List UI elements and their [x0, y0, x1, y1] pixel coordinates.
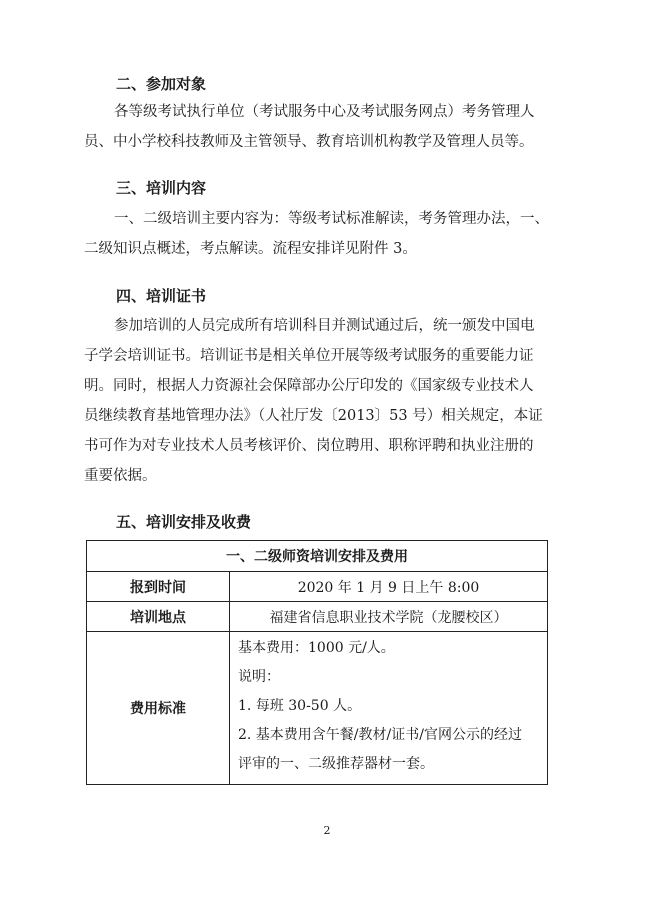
- section-heading-participants: 二、参加对象: [116, 75, 207, 93]
- text-line: 一、二级培训主要内容为：等级考试标准解读，考务管理办法，一、: [114, 211, 549, 227]
- paragraph-content: [84, 204, 584, 264]
- row-value-location: 福建省信息职业技术学院（龙腰校区）: [230, 602, 548, 632]
- fee-table: [86, 540, 548, 785]
- table-row: [87, 632, 548, 785]
- table-row: [87, 602, 548, 632]
- text-line: 员、中小学校科技教师及主管领导、教育培训机构教学及管理人员等。: [84, 134, 534, 150]
- paragraph-certificate: [84, 311, 584, 491]
- text-line: 二级知识点概述，考点解读。流程安排详见附件 3。: [84, 241, 417, 257]
- fee-line: 基本费用：1000 元/人。: [238, 640, 395, 656]
- text-line: 员继续教育基地管理办法》（人社厅发〔2013〕53 号）相关规定，本证: [84, 408, 543, 424]
- paragraph-participants: [84, 97, 584, 157]
- fee-line: 2. 基本费用含午餐/教材/证书/官网公示的经过: [238, 727, 522, 743]
- row-label-location: 培训地点: [87, 602, 230, 632]
- text-line: 子学会培训证书。培训证书是相关单位开展等级考试服务的重要能力证: [84, 348, 534, 364]
- text-line: 参加培训的人员完成所有培训科目并测试通过后，统一颁发中国电: [114, 318, 535, 334]
- text-line: 明。同时，根据人力资源社会保障部办公厅印发的《国家级专业技术人: [84, 378, 534, 394]
- table-title: 一、二级师资培训安排及费用: [87, 541, 548, 572]
- section-heading-certificate: 四、培训证书: [116, 287, 207, 305]
- row-value-fee: [230, 632, 548, 785]
- section-heading-arrangement: 五、培训安排及收费: [116, 513, 252, 531]
- row-label-fee: 费用标准: [87, 632, 230, 785]
- text-line: 书可作为对专业技术人员考核评价、岗位聘用、职称评聘和执业注册的: [84, 438, 534, 454]
- fee-line: 1. 每班 30-50 人。: [238, 698, 362, 714]
- row-label-checkin-time: 报到时间: [87, 572, 230, 602]
- table-row: [87, 572, 548, 602]
- fee-line: 评审的一、二级推荐器材一套。: [238, 756, 434, 772]
- page-number: 2: [323, 824, 331, 837]
- section-heading-content: 三、培训内容: [116, 179, 207, 197]
- fee-line: 说明：: [238, 669, 280, 685]
- text-line: 各等级考试执行单位（考试服务中心及考试服务网点）考务管理人: [114, 104, 535, 120]
- text-line: 重要依据。: [84, 468, 157, 484]
- row-value-checkin-time: 2020 年 1 月 9 日上午 8:00: [230, 572, 548, 602]
